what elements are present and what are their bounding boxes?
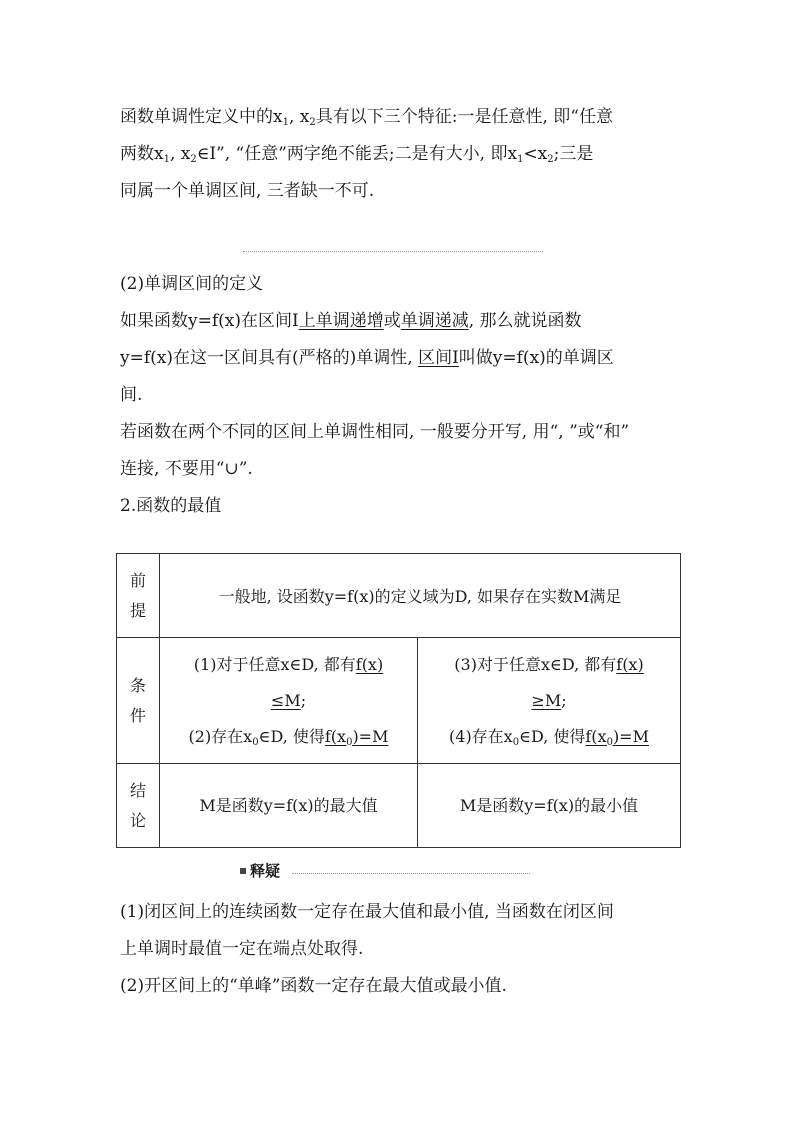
- intro-line-1: [120, 99, 680, 136]
- cell-line: [424, 647, 674, 683]
- subscript: 1: [163, 154, 170, 165]
- dotted-separator: [243, 251, 543, 252]
- text: (2)存在x: [188, 726, 253, 746]
- underlined-text: f(x): [355, 654, 384, 674]
- text: 结: [129, 780, 146, 800]
- text: 函数单调性定义中的x: [120, 107, 283, 127]
- shiyi-title: 释疑: [250, 862, 281, 880]
- cell-line: [166, 647, 411, 683]
- text: ;: [300, 690, 307, 710]
- text: 具有以下三个特征:一是任意性, 即“任意: [315, 107, 613, 127]
- section-monotonic-interval: [120, 266, 680, 525]
- underlined-text: 区间I: [418, 348, 459, 368]
- text: 前: [129, 570, 146, 590]
- text: 如果函数y=f(x)在区间I: [120, 311, 299, 331]
- text: ∈I”, “任意”两字绝不能丢;二是有大小, 即x: [196, 144, 518, 164]
- section2-line-3: 间.: [120, 385, 143, 405]
- text: ;三是: [553, 144, 594, 164]
- shiyi-paragraph: [120, 894, 680, 1005]
- intro-line-3: 同属一个单调区间, 三者缺一不可.: [120, 181, 375, 201]
- subscript: 1: [517, 154, 524, 165]
- subscript: 2: [547, 154, 554, 165]
- section2-line-2: [120, 340, 680, 377]
- table-row: [117, 764, 681, 848]
- text: 提: [129, 600, 146, 620]
- subscript: 0: [252, 736, 259, 748]
- text: (1)对于任意x∈D, 都有: [193, 654, 356, 674]
- shiyi-header: [240, 860, 680, 886]
- text: 条: [129, 675, 146, 695]
- underlined-text: ≤M: [270, 690, 301, 710]
- row-header-conclusion: [117, 764, 160, 848]
- text: 或: [383, 311, 401, 331]
- text: 论: [129, 810, 146, 830]
- text: f(x: [585, 726, 607, 746]
- table-row: [117, 554, 681, 638]
- text: , x: [288, 107, 310, 127]
- text: 件: [129, 705, 146, 725]
- cell-line: [424, 683, 674, 719]
- row-header-condition: [117, 638, 160, 764]
- text: ∈D, 使得: [258, 726, 325, 746]
- min-conclusion-cell: M是函数y=f(x)的最小值: [418, 764, 681, 848]
- intro-paragraph: [120, 99, 680, 210]
- subscript: 0: [512, 736, 520, 748]
- premise-cell: 一般地, 设函数y=f(x)的定义域为D, 如果存在实数M满足: [160, 554, 681, 638]
- max-condition-cell: [160, 638, 418, 764]
- square-bullet-icon: [240, 868, 246, 874]
- text: 两数x: [120, 144, 164, 164]
- cell-line: [166, 683, 411, 719]
- underlined-text: 上单调递增: [298, 311, 384, 331]
- underlined-text: [585, 727, 649, 746]
- max-conclusion-cell: M是函数y=f(x)的最大值: [160, 764, 418, 848]
- text: f(x: [324, 726, 347, 746]
- cell-line: [166, 719, 411, 755]
- shiyi-line-2: 上单调时最值一定在端点处取得.: [120, 939, 364, 959]
- subscript: 0: [606, 736, 613, 748]
- section-heading: (2)单调区间的定义: [120, 274, 264, 294]
- shiyi-line-3: (2)开区间上的“单峰”函数一定存在最大值或最小值.: [120, 976, 507, 996]
- section2-line-5: 连接, 不要用“∪”.: [120, 459, 253, 479]
- text: , 那么就说函数: [468, 311, 582, 331]
- underlined-text: 单调递减: [400, 311, 469, 331]
- subscript: 2: [190, 154, 197, 165]
- subscript: 2: [309, 117, 316, 128]
- extremum-definition-table: [116, 553, 681, 848]
- text: ;: [561, 690, 567, 710]
- underlined-text: [325, 727, 389, 746]
- text: ∈D, 使得: [519, 726, 586, 746]
- section2-line-4: 若函数在两个不同的区间上单调性相同, 一般要分开写, 用“, ”或“和”: [120, 422, 630, 442]
- text: <x: [523, 144, 548, 164]
- text: , x: [169, 144, 191, 164]
- text: (3)对于任意x∈D, 都有: [454, 654, 617, 674]
- underlined-text: ≥M: [531, 690, 562, 710]
- intro-line-2: [120, 136, 680, 173]
- text: (4)存在x: [449, 726, 513, 746]
- text: y=f(x)在这一区间具有(严格的)单调性,: [120, 348, 419, 368]
- subscript: 0: [346, 736, 353, 748]
- underlined-text: f(x): [616, 654, 644, 674]
- section3-heading: 2.函数的最值: [120, 496, 222, 516]
- row-header-premise: [117, 554, 160, 638]
- table-row: [117, 638, 681, 764]
- text: )=M: [352, 726, 389, 746]
- min-condition-cell: [418, 638, 681, 764]
- shiyi-line-1: (1)闭区间上的连续函数一定存在最大值和最小值, 当函数在闭区间: [120, 902, 614, 922]
- dotted-rule: [292, 873, 530, 874]
- text: )=M: [612, 726, 649, 746]
- text: 叫做y=f(x)的单调区: [458, 348, 614, 368]
- subscript: 1: [282, 117, 289, 128]
- section2-line-1: [120, 303, 680, 340]
- cell-line: [424, 719, 674, 755]
